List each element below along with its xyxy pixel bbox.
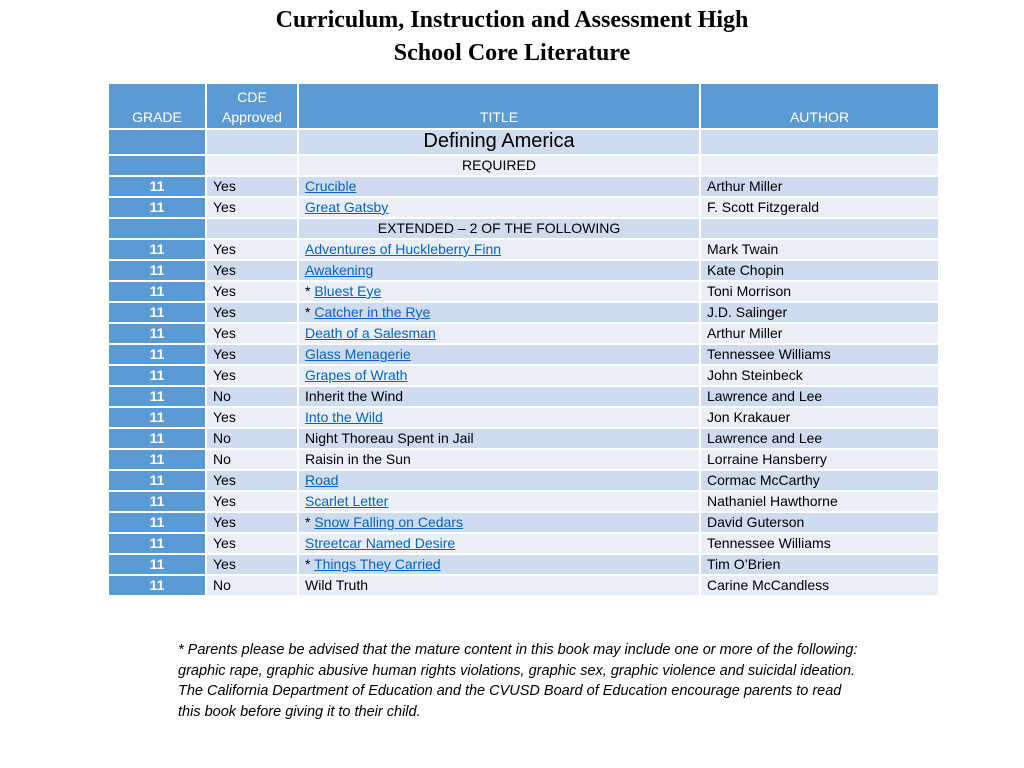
cde-approved-cell: Yes xyxy=(207,177,297,196)
extended-section-row xyxy=(109,219,938,238)
author-cell: Tennessee Williams xyxy=(701,345,938,364)
page-title xyxy=(0,4,1024,70)
mature-content-marker: * xyxy=(305,514,315,530)
book-title-link[interactable]: Scarlet Letter xyxy=(305,493,389,509)
book-title: Night Thoreau Spent in Jail xyxy=(305,430,474,446)
category-row xyxy=(109,130,938,154)
title-cell xyxy=(299,471,699,490)
cde-approved-cell: Yes xyxy=(207,366,297,385)
title-cell xyxy=(299,303,699,322)
book-row xyxy=(109,555,938,574)
parental-advisory-footnote: * Parents please be advised that the mature content in this book may include one or more of the following: graphic rape, graphic abusive human rights violations, graphic sex, graphic violence and suicidal ideation. The California Department of Education and the CVUSD Board of Education encourage parents to read this book before giving it to their child. xyxy=(178,642,858,721)
cde-approved-cell: Yes xyxy=(207,282,297,301)
header-cde-approved xyxy=(207,84,297,128)
book-row xyxy=(109,198,938,217)
literature-table xyxy=(107,82,940,597)
author-cell: Kate Chopin xyxy=(701,261,938,280)
book-row xyxy=(109,177,938,196)
author-cell: John Steinbeck xyxy=(701,366,938,385)
book-title-link[interactable]: Bluest Eye xyxy=(314,283,382,299)
book-title-link[interactable]: Things They Carried xyxy=(314,556,441,572)
grade-cell: 11 xyxy=(109,198,205,217)
required-label: REQUIRED xyxy=(299,156,699,175)
book-row xyxy=(109,303,938,322)
cde-approved-cell: Yes xyxy=(207,303,297,322)
category-title: Defining America xyxy=(423,130,575,152)
cde-approved-cell: No xyxy=(207,450,297,469)
cde-approved-cell: No xyxy=(207,429,297,448)
grade-cell: 11 xyxy=(109,471,205,490)
book-row xyxy=(109,408,938,427)
author-cell: Cormac McCarthy xyxy=(701,471,938,490)
title-cell xyxy=(299,408,699,427)
author-cell: Nathaniel Hawthorne xyxy=(701,492,938,511)
book-title-link[interactable]: Awakening xyxy=(305,262,374,278)
book-row xyxy=(109,513,938,532)
cde-approved-cell: Yes xyxy=(207,345,297,364)
book-row xyxy=(109,576,938,595)
cde-approved-cell: Yes xyxy=(207,534,297,553)
cde-approved-cell: Yes xyxy=(207,324,297,343)
header-author: AUTHOR xyxy=(701,84,938,128)
cde-approved-cell: Yes xyxy=(207,240,297,259)
book-title-link[interactable]: Snow Falling on Cedars xyxy=(314,514,463,530)
grade-cell: 11 xyxy=(109,366,205,385)
book-title: Inherit the Wind xyxy=(305,388,404,404)
book-row xyxy=(109,324,938,343)
title-cell xyxy=(299,555,699,574)
book-row xyxy=(109,534,938,553)
header-cde-line2: Approved xyxy=(222,109,282,125)
title-cell xyxy=(299,261,699,280)
grade-cell: 11 xyxy=(109,576,205,595)
title-cell xyxy=(299,324,699,343)
author-cell: J.D. Salinger xyxy=(701,303,938,322)
book-row xyxy=(109,282,938,301)
grade-cell: 11 xyxy=(109,303,205,322)
grade-cell: 11 xyxy=(109,387,205,406)
cde-approved-cell: No xyxy=(207,387,297,406)
author-cell: Lawrence and Lee xyxy=(701,387,938,406)
grade-cell: 11 xyxy=(109,345,205,364)
extended-label: EXTENDED – 2 OF THE FOLLOWING xyxy=(299,219,699,238)
cde-approved-cell: Yes xyxy=(207,261,297,280)
title-cell xyxy=(299,240,699,259)
grade-cell: 11 xyxy=(109,408,205,427)
grade-cell: 11 xyxy=(109,450,205,469)
book-row xyxy=(109,366,938,385)
author-cell: Tim O’Brien xyxy=(701,555,938,574)
book-title: Raisin in the Sun xyxy=(305,451,411,467)
book-row xyxy=(109,345,938,364)
grade-cell: 11 xyxy=(109,429,205,448)
cde-approved-cell: No xyxy=(207,576,297,595)
title-cell xyxy=(299,198,699,217)
book-title-link[interactable]: Great Gatsby xyxy=(305,199,389,215)
author-cell: Jon Krakauer xyxy=(701,408,938,427)
grade-cell: 11 xyxy=(109,282,205,301)
title-cell xyxy=(299,282,699,301)
title-cell xyxy=(299,576,699,595)
grade-cell: 11 xyxy=(109,261,205,280)
book-title: Wild Truth xyxy=(305,577,369,593)
author-cell: Lorraine Hansberry xyxy=(701,450,938,469)
author-cell: David Guterson xyxy=(701,513,938,532)
title-cell xyxy=(299,534,699,553)
title-cell xyxy=(299,429,699,448)
title-cell xyxy=(299,492,699,511)
table-header-row xyxy=(109,84,938,128)
book-title-link[interactable]: Catcher in the Rye xyxy=(314,304,431,320)
book-row xyxy=(109,450,938,469)
mature-content-marker: * xyxy=(305,304,315,320)
title-cell xyxy=(299,513,699,532)
grade-cell: 11 xyxy=(109,492,205,511)
cde-approved-cell: Yes xyxy=(207,408,297,427)
author-cell: Toni Morrison xyxy=(701,282,938,301)
author-cell: Arthur Miller xyxy=(701,324,938,343)
header-cde-line1: CDE xyxy=(237,89,267,105)
book-title-link[interactable]: Into the Wild xyxy=(305,409,383,425)
mature-content-marker: * xyxy=(305,556,315,572)
header-grade: GRADE xyxy=(109,84,205,128)
title-cell xyxy=(299,387,699,406)
book-title-link[interactable]: Road xyxy=(305,472,339,488)
book-title-link[interactable]: Death of a Salesman xyxy=(305,325,436,341)
grade-cell: 11 xyxy=(109,555,205,574)
book-row xyxy=(109,387,938,406)
title-cell xyxy=(299,177,699,196)
grade-cell: 11 xyxy=(109,513,205,532)
author-cell: Carine McCandless xyxy=(701,576,938,595)
mature-content-marker: * xyxy=(305,283,315,299)
author-cell: Lawrence and Lee xyxy=(701,429,938,448)
grade-cell: 11 xyxy=(109,534,205,553)
grade-cell: 11 xyxy=(109,324,205,343)
page-title-line-1: Curriculum, Instruction and Assessment High xyxy=(275,7,749,33)
author-cell: Tennessee Williams xyxy=(701,534,938,553)
title-cell xyxy=(299,450,699,469)
author-cell: Mark Twain xyxy=(701,240,938,259)
book-title-link[interactable]: Streetcar Named Desire xyxy=(305,535,456,551)
book-row xyxy=(109,492,938,511)
author-cell: Arthur Miller xyxy=(701,177,938,196)
book-row xyxy=(109,429,938,448)
cde-approved-cell: Yes xyxy=(207,492,297,511)
book-row xyxy=(109,471,938,490)
cde-approved-cell: Yes xyxy=(207,471,297,490)
header-title: TITLE xyxy=(299,84,699,128)
page-title-line-2: School Core Literature xyxy=(393,40,631,66)
cde-approved-cell: Yes xyxy=(207,198,297,217)
book-title-link[interactable]: Glass Menagerie xyxy=(305,346,411,362)
cde-approved-cell: Yes xyxy=(207,555,297,574)
title-cell xyxy=(299,345,699,364)
book-title-link[interactable]: Adventures of Huckleberry Finn xyxy=(305,241,502,257)
grade-cell: 11 xyxy=(109,177,205,196)
required-section-row xyxy=(109,156,938,175)
grade-cell: 11 xyxy=(109,240,205,259)
book-title-link[interactable]: Grapes of Wrath xyxy=(305,367,408,383)
book-title-link[interactable]: Crucible xyxy=(305,178,357,194)
author-cell: F. Scott Fitzgerald xyxy=(701,198,938,217)
book-row xyxy=(109,261,938,280)
cde-approved-cell: Yes xyxy=(207,513,297,532)
book-row xyxy=(109,240,938,259)
title-cell xyxy=(299,366,699,385)
